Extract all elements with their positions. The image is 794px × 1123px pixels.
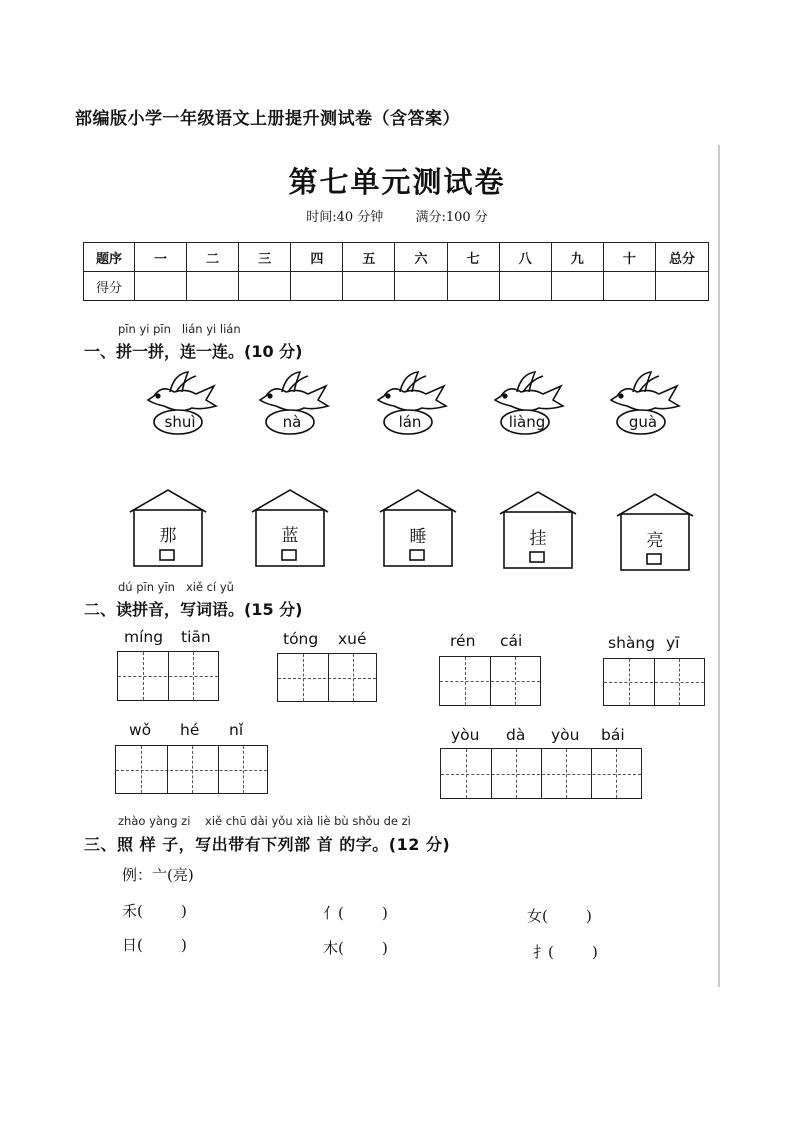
score-header-cell: 二	[187, 243, 239, 272]
bird-pinyin: lán	[398, 413, 422, 431]
score-row-label: 得分	[84, 272, 135, 301]
scan-border	[718, 145, 720, 987]
score-header-cell: 八	[499, 243, 551, 272]
word-pinyin: tiān	[181, 628, 211, 646]
section3-title: 三、照 样 子，写出带有下列部 首 的字。(12 分)	[84, 835, 451, 854]
writing-grid[interactable]	[115, 745, 268, 794]
score-table-header-row	[84, 243, 709, 272]
score-input-cell[interactable]	[291, 272, 343, 301]
score-header-cell: 一	[135, 243, 187, 272]
score-input-cell[interactable]	[239, 272, 291, 301]
document-title: 部编版小学一年级语文上册提升测试卷（含答案）	[75, 109, 460, 129]
section3-pinyin: zhào yàng zi xiě chū dài yǒu xià liè bù shǒu de zì	[118, 814, 411, 828]
word-pinyin: xué	[338, 630, 367, 648]
score-input-cell[interactable]	[395, 272, 447, 301]
radical-blank[interactable]: 禾( )	[122, 902, 187, 920]
radical-blank[interactable]: 日( )	[122, 936, 187, 954]
score-input-cell[interactable]	[187, 272, 239, 301]
score-header-cell: 六	[395, 243, 447, 272]
radical-blank[interactable]: 扌( )	[533, 943, 598, 961]
bird-pinyin: guà	[628, 413, 658, 431]
writing-grid[interactable]	[277, 653, 377, 702]
house-character: 蓝	[281, 526, 299, 546]
word-pinyin: shàng	[608, 634, 656, 652]
radical-blank[interactable]: 女( )	[527, 907, 592, 925]
bird-pinyin: liàng	[508, 413, 546, 431]
house-character: 挂	[529, 529, 547, 549]
word-pinyin: dà	[506, 726, 526, 744]
full-score: 满分:100 分	[415, 210, 488, 225]
score-header-cell: 四	[291, 243, 343, 272]
word-pinyin: yī	[666, 634, 680, 652]
radical-blank[interactable]: 亻( )	[323, 904, 388, 922]
word-pinyin: cái	[500, 632, 523, 650]
word-pinyin: nǐ	[229, 721, 244, 739]
word-pinyin: míng	[124, 628, 164, 646]
section2-title: 二、读拼音，写词语。(15 分)	[84, 600, 303, 619]
word-pinyin: yòu	[451, 726, 480, 744]
score-header-cell: 题序	[84, 243, 135, 272]
score-input-cell[interactable]	[343, 272, 395, 301]
house-character: 那	[159, 526, 177, 546]
house-character: 睡	[409, 527, 427, 547]
score-header-cell: 三	[239, 243, 291, 272]
section1-pinyin: pīn yi pīn lián yi lián	[118, 322, 241, 336]
writing-grid[interactable]	[440, 748, 642, 799]
writing-grid[interactable]	[439, 656, 541, 706]
bird-pinyin: nà	[282, 413, 302, 431]
writing-grid[interactable]	[603, 658, 705, 706]
word-pinyin: rén	[450, 632, 476, 650]
exam-meta	[0, 206, 794, 225]
score-input-cell[interactable]	[499, 272, 551, 301]
score-header-cell: 总分	[656, 243, 709, 272]
score-table	[83, 242, 709, 301]
score-table-score-row	[84, 272, 709, 301]
writing-grid[interactable]	[117, 651, 219, 701]
bird-pinyin: shuì	[164, 413, 196, 431]
score-input-cell[interactable]	[656, 272, 709, 301]
example-line: 例：亠(亮)	[122, 866, 194, 884]
score-input-cell[interactable]	[135, 272, 187, 301]
score-input-cell[interactable]	[551, 272, 603, 301]
score-header-cell: 五	[343, 243, 395, 272]
score-header-cell: 九	[551, 243, 603, 272]
score-header-cell: 七	[447, 243, 499, 272]
score-header-cell: 十	[603, 243, 655, 272]
score-input-cell[interactable]	[447, 272, 499, 301]
section2-pinyin: dú pīn yīn xiě cí yǔ	[118, 580, 234, 594]
word-pinyin: bái	[601, 726, 625, 744]
section1-title: 一、拼一拼，连一连。(10 分)	[84, 342, 303, 361]
word-pinyin: tóng	[283, 630, 319, 648]
word-pinyin: wǒ	[129, 721, 152, 739]
time-limit: 时间:40 分钟	[306, 210, 384, 225]
radical-blank[interactable]: 木( )	[323, 939, 388, 957]
score-input-cell[interactable]	[603, 272, 655, 301]
word-pinyin: hé	[180, 721, 200, 739]
house-character: 亮	[646, 531, 664, 551]
unit-title: 第七单元测试卷	[288, 165, 506, 199]
word-pinyin: yòu	[551, 726, 580, 744]
